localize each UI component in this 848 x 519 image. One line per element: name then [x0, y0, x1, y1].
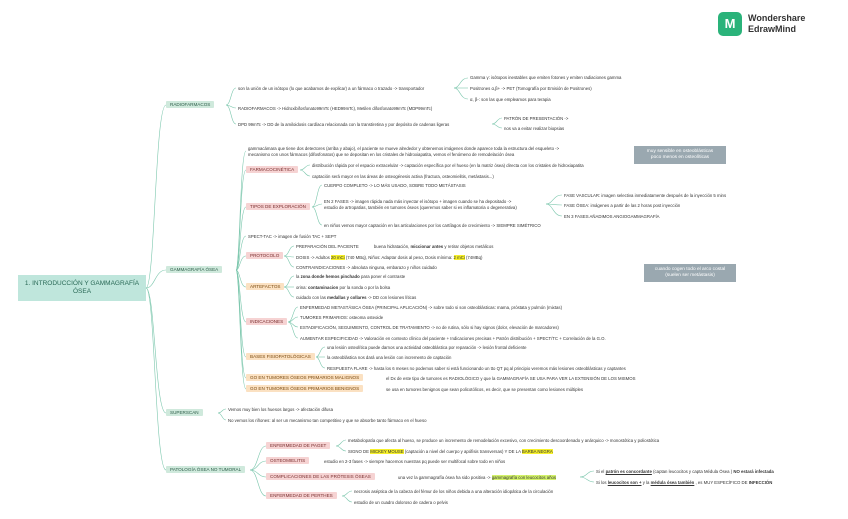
brand-name-line1: Wondershare: [748, 13, 806, 23]
indicaciones-tumores-primarios[interactable]: TUMORES PRIMARIOS: osteoma osteoide: [300, 315, 384, 320]
osteomielitis-estudio[interactable]: estudio en 2-3 fases -> siempre hacemos nuestras pq puede ser multifocal sobre todo en niños: [324, 459, 506, 464]
radiofarmacos-definition[interactable]: son la unión de un isótopo (lo que acabamos de explicar) a un fármaco o trazado -> transportador: [238, 86, 425, 91]
protocolo-dosis-ninos: (740 MBq), Niños: Adaptar dosis al peso, Dosis mínima:: [345, 255, 453, 260]
infeccion-medula: médula ósea también: [650, 480, 695, 485]
protocolo-contraindicaciones[interactable]: CONTRAINDICACIONES -> absoluta ninguna, embarazo y niños cuidado: [296, 265, 437, 270]
concordante-bold: patrón es concordante: [605, 469, 652, 474]
edrawmind-logo-icon: M: [718, 12, 742, 36]
artefactos-zona-bold: zona donde hemos pinchado: [300, 274, 360, 279]
radiofarmacos-list[interactable]: RADIOFARMACOS -> Hidroxibifosfonato99mTc (HED99mTc), Metilen difosfonato99mTc (MDP99mTc): [238, 106, 433, 111]
protocolo-dosis-20mci: 20 mCi: [331, 255, 345, 260]
note-sensibilidad-line1: muy sensible en osteoblásticas: [646, 149, 714, 154]
artefactos-medallas-pre: cuidado con las: [296, 295, 326, 300]
protocolo-preparacion-title: PREPARACIÓN DEL PACIENTE: [296, 244, 359, 249]
topic-superscan[interactable]: SUPERSCAN: [166, 409, 203, 416]
infeccion-y-la: y la: [642, 480, 650, 485]
artefactos-orina-bold: contaminacion: [307, 285, 339, 290]
superscan-huesos-largos[interactable]: Vemos muy bien los huesos largos -> afectación difusa: [228, 407, 333, 412]
note-sensibilidad-line2: poco menos en osteolíticas: [650, 155, 710, 160]
farmacocinetica-distribucion[interactable]: distribución rápida por el espacio extracelular -> captación específica por el hueso (en la matriz ósea) directa con los cristales de hidroxiapatita: [312, 163, 584, 168]
radiofarmacos-biopsias[interactable]: nos va a evitar realizar biopsias: [504, 126, 565, 131]
radiofarmacos-patron[interactable]: PATRÓN DE PRESENTACIÓN ->: [504, 116, 569, 121]
indicaciones-especificidad[interactable]: AUMENTAR ESPECIFICIDAD -> Valoración en contexto clínico del paciente + Indicaciones precisas + Patrón distribución + SPECT/TC + Correlación de la G.O.: [300, 336, 606, 341]
artefactos-orina-pre: orina:: [296, 285, 307, 290]
topic-tipos-exploracion[interactable]: TIPOS DE EXPLORACIÓN: [246, 203, 310, 210]
artefactos-zona-post: para poner el contraste: [360, 274, 406, 279]
topic-osteomielitis[interactable]: OSTEOMIELITIS: [266, 457, 309, 464]
topic-paget[interactable]: ENFERMEDAD DE PAGET: [266, 442, 330, 449]
artefactos-medallas[interactable]: [296, 295, 416, 300]
complicaciones-gammagrafia[interactable]: [398, 475, 556, 480]
concordante-pre: Si el: [596, 469, 605, 474]
artefactos-medallas-bold: medallas y collares: [327, 295, 367, 300]
gamma-spect-tac[interactable]: SPECT-TAC -> imagen de fusión TAC + SEPT: [248, 234, 337, 239]
topic-gammagrafia-osea[interactable]: GAMMAGRAFÍA ÓSEA: [166, 266, 222, 273]
infeccion-leucocitos: leucocitos son +: [607, 480, 642, 485]
topic-protocolo[interactable]: PROTOCOLO: [246, 252, 283, 259]
concordante-no-infectada: NO estará infectada: [733, 469, 774, 474]
complicaciones-concordante[interactable]: [596, 469, 774, 474]
exploracion-cuerpo-completo[interactable]: CUERPO COMPLETO -> LO MÁS USADO, SOBRE TODO METÁSTASIS: [324, 183, 466, 188]
exploracion-fase-vascular[interactable]: FASE VASCULAR: imagen selectiva inmediatamente después de la inyección 5 mins: [564, 193, 727, 198]
paget-signos[interactable]: [348, 449, 553, 454]
perthes-necrosis[interactable]: necrosis aséptica de la cabeza del fémur de los niños debida a una alteración idiopática de la circulación: [354, 489, 554, 494]
protocolo-preparacion-hidratacion: buena hidratación,: [373, 244, 410, 249]
infeccion-especifico: , es MUY ESPECÍFICO DE: [695, 480, 748, 485]
indicaciones-estadificacion[interactable]: ESTADIFICACIÓN, SEGUIMIENTO, CONTROL DE TRATAMIENTO -> no de rutina, sólo si hay signos (dolor, elevación de marcadores): [300, 325, 559, 330]
artefactos-orina-post: por la sonda o por la bolsa: [339, 285, 391, 290]
paget-mickey-mouse: MICKEY MOUSE: [370, 449, 404, 454]
topic-tumores-benignos[interactable]: GO EN TUMORES ÓSEOS PRIMARIOS BENIGNOS: [246, 385, 363, 392]
protocolo-dosis-adultos: DOSIS -> Adultos: [296, 255, 330, 260]
infeccion-pre: Si los: [596, 480, 607, 485]
note-sensibilidad[interactable]: [634, 146, 726, 164]
exploracion-2-fases-line2[interactable]: estudio de artropatías, también en tumores óseos (queremos saber si es inflamatoria o degenerativa): [324, 205, 517, 210]
protocolo-preparacion[interactable]: [296, 244, 493, 249]
farmacocinetica-captacion[interactable]: captación será mayor en las áreas de osteogénesis activa (fractura, osteomielitis, metástasis...): [312, 174, 494, 179]
exploracion-ninos[interactable]: en niños vemos mayor captación en las articulaciones por los cartílagos de crecimiento -> SIEMPRE SIMÉTRICO: [324, 223, 541, 228]
artefactos-medallas-post: -> DD con lesiones líticas: [367, 295, 417, 300]
paget-signo-pre: SIGNO DE: [348, 449, 370, 454]
topic-artefactos[interactable]: ARTEFACTOS: [246, 283, 284, 290]
brand-name-line2: EdrawMind: [748, 24, 797, 34]
protocolo-dosis[interactable]: [296, 255, 482, 260]
topic-farmacocinetica[interactable]: FARMACOCINÉTICA: [246, 166, 298, 173]
artefactos-zona-pinchado[interactable]: [296, 274, 405, 279]
topic-perthes[interactable]: ENFERMEDAD DE PERTHES: [266, 492, 337, 499]
topic-complicaciones-protesis[interactable]: COMPLICACIONES DE LAS PRÓTESIS ÓSEAS: [266, 473, 375, 480]
radiofarmacos-alfa-beta[interactable]: α, β-: son las que empleamos para terapia: [470, 97, 551, 102]
topic-indicaciones[interactable]: INDICACIONES: [246, 318, 287, 325]
gamma-intro-line1[interactable]: gammacámara que tiene dos detectores (arriba y abajo), el paciente se mueve alrededor y obtenemos imágenes donde aparece toda la estructura del esqueleto ->: [248, 146, 560, 151]
artefactos-zona-pre: la: [296, 274, 300, 279]
note-arco-costal[interactable]: [644, 264, 736, 282]
artefactos-orina[interactable]: [296, 285, 390, 290]
radiofarmacos-positrones[interactable]: Positrones α,β+ -> PET (Tomografía por Emisión de Positrones): [470, 86, 592, 91]
infeccion-bold: INFECCIÓN: [748, 480, 773, 485]
complicaciones-leucocitos: gammagrafía con leucocitos años: [491, 475, 557, 480]
exploracion-3-fases[interactable]: EN 3 FASES AÑADIMOS ANGIOGAMMAGRAFÍA: [564, 214, 660, 219]
brand-logo: [718, 12, 836, 38]
tumores-malignos-texto[interactable]: el Dx de este tipo de tumores es RADIOLÓGICO y que la GAMMAGRAFÍA SE USA PARA VER LA EXTENSIÓN DE LOS MISMOS: [386, 376, 636, 381]
radiofarmacos-dpd[interactable]: DPD 99mTc -> DD de la amiloidosis cardíaca relacionada con la transtiretina y por depósito de cadenas ligeras: [238, 122, 450, 127]
exploracion-fase-osea[interactable]: FASE ÓSEA: imágenes a partir de las 2 horas post inyección: [564, 203, 681, 208]
topic-tumores-malignos[interactable]: GO EN TUMORES ÓSEOS PRIMARIOS MALIGNOS: [246, 374, 363, 381]
paget-definicion[interactable]: metabolopatía que afecta al hueso, se produce un incremento de remodelación excesivo, con crecimiento descoordenado y anárquico -> monostótica y poliostótica: [348, 438, 660, 443]
indicaciones-metastasica[interactable]: ENFERMEDAD METASTÁSICA ÓSEA (PRINCIPAL APLICACIÓN) -> sobre todo si son osteoblásticas: mama, próstata y pulmón (mixtas): [300, 305, 562, 310]
complicaciones-infeccion[interactable]: [596, 480, 772, 485]
note-arco-costal-line1: cuando cogen todo el arco costal: [654, 267, 726, 272]
topic-patologia-no-tumoral[interactable]: PATOLOGÍA ÓSEA NO TUMORAL: [166, 466, 245, 473]
complicaciones-pre: una vez la gammagrafía ósea ha sido positiva ->: [398, 475, 491, 480]
topic-bases-fisiopatologicas[interactable]: BASES FISIOPATOLÓGICAS: [246, 353, 315, 360]
note-arco-costal-line2: (suelen ser metástasis): [665, 273, 715, 278]
fisio-respuesta-flare[interactable]: RESPUESTA FLARE -> hasta los 6 meses no podemos saber si está funcionando un tto QT pq al principio veremos más lesiones osteoblásticas y captantes: [327, 366, 626, 371]
topic-radiofarmacos[interactable]: RADIOFARMACOS: [166, 101, 214, 108]
radiofarmacos-gamma[interactable]: Gamma γ: isótopos inestables que emiten fotones y emiten radiaciones gamma: [470, 75, 622, 80]
paget-barba-negra: BARBA NEGRA: [521, 449, 553, 454]
root-topic[interactable]: 1. INTRODUCCIÓN Y GAMMAGRAFÍA ÓSEA: [18, 275, 146, 301]
protocolo-dosis-2mci: 2 mCi: [453, 255, 465, 260]
paget-signo-mid: (captación a nivel del cuerpo y apófisis transversas) Y DE LA: [404, 449, 521, 454]
protocolo-dosis-74mbq: (74MBq): [465, 255, 483, 260]
exploracion-2-fases-line1[interactable]: EN 2 FASES -> imagen rápida nada más inyectar el isótopo + imagen cuando se ha depositado ->: [324, 199, 512, 204]
protocolo-preparacion-objetos: y retirar objetos metálicos: [444, 244, 494, 249]
tumores-benignos-texto[interactable]: se usa en tumores benignos que sean policotólicos, es decir, que se presentan como lesiones múltiples: [386, 387, 584, 392]
fisio-osteolitica[interactable]: una lesión osteolítica puede darnos una actividad osteoblástica por reparación -> lesión frontal deficiente: [327, 345, 527, 350]
gamma-intro-line2[interactable]: mecanismo con unos fármacos (difosfonatos) que se depositan en los cristales de hidroxiapatita, vemos el fenómeno de remodelación ósea: [248, 152, 515, 157]
protocolo-preparacion-miccionar: miccionar antes: [410, 244, 444, 249]
concordante-mid: (captan leucocitos y capta Médula Ósea ): [653, 469, 733, 474]
superscan-rinones[interactable]: No vemos los riñones: al ser un mecanismo tan competitivo y que se absorbe tanto fármaco en el hueso: [228, 418, 427, 423]
fisio-osteoblastica[interactable]: la osteoblástica nos dará una lesión con incremento de captación: [327, 355, 452, 360]
perthes-cadera[interactable]: estudio de un cuadro doloroso de cadera o pelvis: [354, 500, 448, 505]
